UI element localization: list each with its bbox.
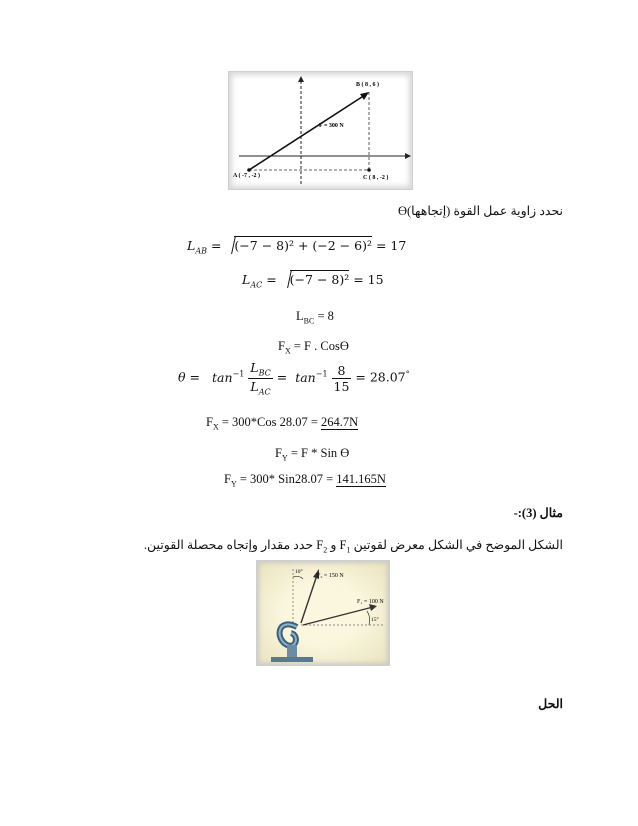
equation-fx bbox=[278, 339, 349, 356]
fraction-numerator bbox=[248, 360, 272, 379]
hook-diagram bbox=[257, 561, 389, 665]
solution-heading: الحل bbox=[538, 697, 563, 711]
eq-theta-inv2: −1 bbox=[315, 369, 328, 379]
example-f1: F bbox=[339, 538, 347, 552]
f1-label: F₁ = 100 N bbox=[357, 599, 384, 605]
force-vector-diagram bbox=[229, 72, 412, 189]
fraction-8-15 bbox=[332, 363, 352, 394]
equation-lbc bbox=[296, 309, 334, 326]
angle-heading bbox=[398, 203, 563, 219]
eq-theta-tan2: tan bbox=[295, 369, 316, 385]
example-f1-sub: 1 bbox=[346, 545, 351, 555]
theta-symbol: Ө bbox=[397, 204, 408, 218]
fx-answer: 264.7N bbox=[321, 415, 359, 429]
eq-fx-sub: X bbox=[284, 346, 291, 356]
equation-lac bbox=[242, 272, 384, 290]
eq-lac-sub: AC bbox=[250, 280, 263, 290]
eq-fxv-sub: X bbox=[212, 422, 219, 432]
eq-theta-den2: 15 bbox=[333, 378, 350, 394]
f2-label: F₂ = 150 N bbox=[317, 573, 344, 579]
eq-lac-eq: = bbox=[266, 272, 277, 287]
example-f2: F bbox=[316, 538, 324, 552]
sqrt-sign bbox=[281, 272, 350, 287]
eq-theta-num2: 8 bbox=[332, 363, 352, 379]
eq-fy-pre: F bbox=[275, 446, 282, 460]
example-text-b: حدد مقدار وإتجاه محصلة القوتين. bbox=[143, 538, 314, 552]
equation-lab bbox=[187, 238, 406, 256]
example-title: مثال (3):- bbox=[513, 506, 563, 520]
eq-theta-tan1: tan bbox=[211, 369, 233, 385]
eq-fy-post: = F * Sin Ө bbox=[287, 446, 350, 460]
fy-answer: 141.165N bbox=[336, 472, 386, 486]
angle-top-label: 10° bbox=[295, 569, 303, 575]
eq-fyv-sub: Y bbox=[230, 479, 237, 489]
force-label: F = 300 N bbox=[319, 123, 344, 129]
equation-theta bbox=[178, 360, 410, 396]
example-and: و bbox=[330, 538, 337, 552]
example-text bbox=[144, 537, 563, 555]
eq-fxv-mid: = 300*Cos 28.07 = bbox=[218, 415, 322, 429]
point-c-label: C ( 8 , -2 ) bbox=[363, 175, 389, 181]
equation-fy-value bbox=[224, 472, 386, 489]
eq-theta-num-sub: BC bbox=[258, 368, 271, 378]
eq-lab-eq: = bbox=[210, 238, 222, 253]
eq-lbc-sub: BC bbox=[303, 316, 315, 326]
example-f2-sub: 2 bbox=[323, 545, 328, 555]
eq-lab-sub: AB bbox=[195, 246, 207, 256]
eq-fx-pre: F bbox=[278, 339, 285, 353]
example-text-a: الشكل الموضح في الشكل معرض لقوتين bbox=[353, 538, 563, 552]
eq-lac-result: = 15 bbox=[353, 272, 384, 287]
eq-lab-lhs: L bbox=[187, 238, 196, 253]
angle-right-label: 15° bbox=[371, 617, 379, 623]
eq-theta-num-l: L bbox=[250, 360, 259, 375]
figure-hook-forces bbox=[257, 561, 389, 665]
eq-lbc-post: = 8 bbox=[314, 309, 334, 323]
eq-theta-eq: = bbox=[276, 369, 288, 385]
eq-lab-inside: (−7 − 8)² + (−2 − 6)² bbox=[234, 238, 372, 253]
eq-fxv-pre: F bbox=[206, 415, 213, 429]
eq-theta-inv1: −1 bbox=[232, 369, 245, 379]
eq-theta-result: = 28.07 bbox=[355, 369, 406, 385]
eq-fx-post: = F . CosӨ bbox=[290, 339, 349, 353]
point-a-label: A ( -7 , -2 ) bbox=[233, 173, 260, 179]
fraction-lbc-lac bbox=[248, 360, 272, 396]
fraction-denominator bbox=[248, 379, 272, 397]
point-b-label: B ( 8 , 6 ) bbox=[356, 82, 379, 88]
eq-lab-result: = 17 bbox=[375, 238, 407, 253]
eq-theta-lhs: θ = bbox=[178, 369, 200, 385]
eq-fyv-mid: = 300* Sin28.07 = bbox=[236, 472, 337, 486]
sqrt-sign bbox=[225, 238, 372, 253]
equation-fy bbox=[275, 446, 349, 463]
eq-lac-inside: (−7 − 8)² bbox=[289, 272, 350, 287]
eq-fy-sub: Y bbox=[281, 453, 288, 463]
eq-lac-lhs: L bbox=[242, 272, 251, 287]
eq-fyv-pre: F bbox=[224, 472, 231, 486]
figure-force-vector bbox=[229, 72, 412, 189]
angle-heading-text: نحدد زاوية عمل القوة (إتجاهها) bbox=[407, 204, 563, 218]
eq-theta-den-l: L bbox=[250, 378, 259, 394]
eq-lbc-pre: L bbox=[296, 309, 304, 323]
equation-fx-value bbox=[206, 415, 358, 432]
eq-theta-deg: ° bbox=[405, 369, 410, 379]
eq-theta-den-sub: AC bbox=[258, 387, 271, 396]
